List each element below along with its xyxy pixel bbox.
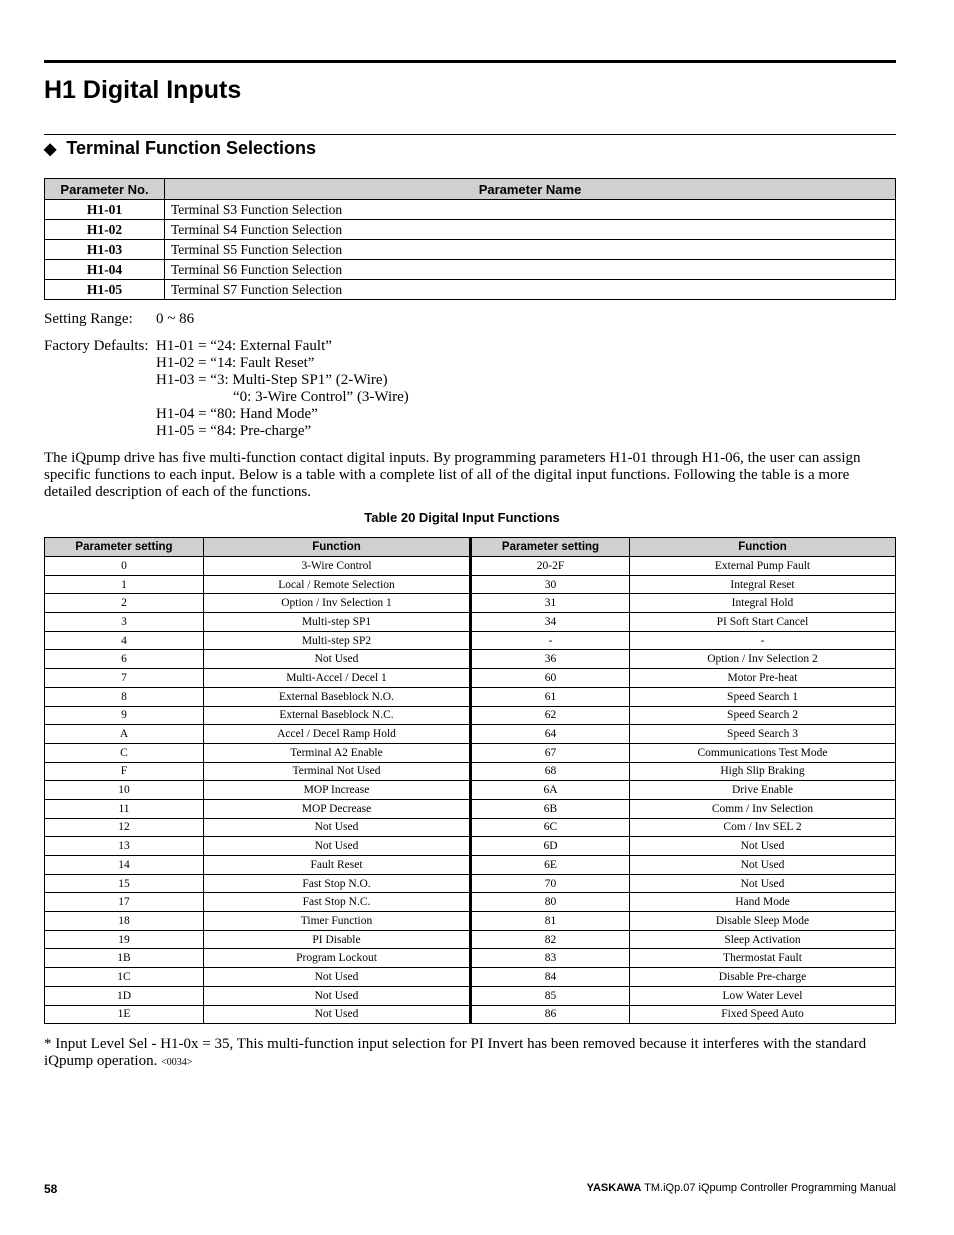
parameter-setting: 36 (471, 650, 630, 669)
function: Speed Search 1 (630, 687, 896, 706)
header-parameter-name: Parameter Name (165, 179, 896, 200)
parameter-setting: 4 (45, 631, 204, 650)
parameter-setting: 85 (471, 986, 630, 1005)
parameter-setting: 68 (471, 762, 630, 781)
parameter-setting: 6A (471, 781, 630, 800)
table-row (45, 949, 896, 968)
parameter-name: Terminal S6 Function Selection (165, 260, 896, 280)
function: Accel / Decel Ramp Hold (204, 725, 471, 744)
function: Multi-step SP1 (204, 613, 471, 632)
parameter-name: Terminal S5 Function Selection (165, 240, 896, 260)
parameter-setting: 31 (471, 594, 630, 613)
parameter-setting: 1 (45, 575, 204, 594)
parameter-setting: 7 (45, 669, 204, 688)
function: Local / Remote Selection (204, 575, 471, 594)
parameter-setting: 13 (45, 837, 204, 856)
function: Timer Function (204, 912, 471, 931)
function: Not Used (204, 1005, 471, 1024)
function: External Baseblock N.O. (204, 687, 471, 706)
function: Not Used (204, 837, 471, 856)
parameter-setting: A (45, 725, 204, 744)
function: Speed Search 2 (630, 706, 896, 725)
parameter-setting: 12 (45, 818, 204, 837)
parameter-setting: 0 (45, 557, 204, 576)
parameter-setting: 1E (45, 1005, 204, 1024)
table-row (45, 968, 896, 987)
table-row (45, 669, 896, 688)
function: Not Used (630, 856, 896, 875)
header-function-1: Function (204, 538, 471, 557)
function: MOP Decrease (204, 799, 471, 818)
function: Integral Reset (630, 575, 896, 594)
parameter-setting: 17 (45, 893, 204, 912)
table-row (45, 706, 896, 725)
parameter-setting: 19 (45, 930, 204, 949)
parameter-setting: 81 (471, 912, 630, 931)
parameter-setting: 34 (471, 613, 630, 632)
table-row (45, 650, 896, 669)
function: Integral Hold (630, 594, 896, 613)
parameter-setting: 1B (45, 949, 204, 968)
function: Sleep Activation (630, 930, 896, 949)
function: Disable Sleep Mode (630, 912, 896, 931)
function: Comm / Inv Selection (630, 799, 896, 818)
page-number: 58 (44, 1182, 58, 1196)
header-setting-1: Parameter setting (45, 538, 204, 557)
table-row (45, 1005, 896, 1024)
function: Not Used (204, 650, 471, 669)
table-row (45, 893, 896, 912)
parameter-setting: 6 (45, 650, 204, 669)
parameter-no: H1-02 (45, 220, 165, 240)
table-row (45, 220, 896, 240)
function: External Baseblock N.C. (204, 706, 471, 725)
function: Not Used (204, 968, 471, 987)
function: Com / Inv SEL 2 (630, 818, 896, 837)
table-row (45, 280, 896, 300)
function: Motor Pre-heat (630, 669, 896, 688)
function: Terminal Not Used (204, 762, 471, 781)
diamond-icon: ◆ (44, 141, 57, 158)
parameter-setting: 70 (471, 874, 630, 893)
parameter-setting: 30 (471, 575, 630, 594)
function: - (630, 631, 896, 650)
parameter-setting: 61 (471, 687, 630, 706)
footnote: * Input Level Sel - H1-0x = 35, This multi-function input selection for PI Invert has been removed because it interferes with the standard iQpump operation. <0034> (44, 1036, 867, 1069)
function: Drive Enable (630, 781, 896, 800)
parameter-setting: 6D (471, 837, 630, 856)
function: Multi-Accel / Decel 1 (204, 669, 471, 688)
parameter-setting: 60 (471, 669, 630, 688)
function: Thermostat Fault (630, 949, 896, 968)
parameter-setting: 62 (471, 706, 630, 725)
function: Disable Pre-charge (630, 968, 896, 987)
parameter-setting: 1D (45, 986, 204, 1005)
function: Not Used (204, 818, 471, 837)
parameter-setting: 14 (45, 856, 204, 875)
parameter-setting: 3 (45, 613, 204, 632)
parameter-no: H1-05 (45, 280, 165, 300)
parameter-setting: 8 (45, 687, 204, 706)
table-row (45, 631, 896, 650)
header-parameter-no: Parameter No. (45, 179, 165, 200)
table-row (45, 557, 896, 576)
function: Multi-step SP2 (204, 631, 471, 650)
parameter-name: Terminal S3 Function Selection (165, 200, 896, 220)
factory-defaults-label: Factory Defaults: (44, 338, 149, 354)
table-row (45, 743, 896, 762)
function: Communications Test Mode (630, 743, 896, 762)
parameter-setting: 18 (45, 912, 204, 931)
function: External Pump Fault (630, 557, 896, 576)
parameter-setting: 80 (471, 893, 630, 912)
header-function-2: Function (630, 538, 896, 557)
table-row (45, 687, 896, 706)
function: Fast Stop N.C. (204, 893, 471, 912)
function: Not Used (204, 986, 471, 1005)
function: High Slip Braking (630, 762, 896, 781)
function: PI Soft Start Cancel (630, 613, 896, 632)
parameter-setting: 2 (45, 594, 204, 613)
table-row (45, 986, 896, 1005)
parameter-no: H1-03 (45, 240, 165, 260)
function: Option / Inv Selection 1 (204, 594, 471, 613)
table-row (45, 818, 896, 837)
parameter-setting: 82 (471, 930, 630, 949)
table-row (45, 575, 896, 594)
parameter-setting: C (45, 743, 204, 762)
table-row (45, 613, 896, 632)
function: PI Disable (204, 930, 471, 949)
table-row (45, 930, 896, 949)
parameter-setting: F (45, 762, 204, 781)
footer-manual: YASKAWA TM.iQp.07 iQpump Controller Programming Manual (586, 1182, 896, 1194)
section-heading: ◆ Terminal Function Selections (44, 138, 317, 158)
parameter-name: Terminal S7 Function Selection (165, 280, 896, 300)
digital-input-functions-table (44, 537, 896, 1024)
table-caption: Table 20 Digital Input Functions (364, 510, 560, 525)
section-rule (44, 134, 896, 135)
function: Program Lockout (204, 949, 471, 968)
parameter-setting: 83 (471, 949, 630, 968)
table-row (45, 781, 896, 800)
function: 3-Wire Control (204, 557, 471, 576)
parameter-setting: - (471, 631, 630, 650)
setting-range: Setting Range: 0 ~ 86 (44, 311, 195, 327)
parameter-no: H1-04 (45, 260, 165, 280)
function: Fault Reset (204, 856, 471, 875)
table-row (45, 912, 896, 931)
function: Not Used (630, 874, 896, 893)
function: Terminal A2 Enable (204, 743, 471, 762)
table-row (45, 856, 896, 875)
table-row (45, 725, 896, 744)
page-title: H1 Digital Inputs (44, 76, 242, 104)
table-row (45, 874, 896, 893)
parameter-setting: 67 (471, 743, 630, 762)
parameter-setting: 1C (45, 968, 204, 987)
parameter-setting: 9 (45, 706, 204, 725)
parameter-setting: 64 (471, 725, 630, 744)
parameter-setting: 86 (471, 1005, 630, 1024)
factory-defaults: H1-01 = “24: External Fault” H1-02 = “14: Fault Reset” H1-03 = “3: Multi-Step SP1” (2-Wire) “0: 3-Wire Control” (3-Wire) H1-04 = “80: Hand Mode” H1-05 = “84: Pre-charge” (156, 338, 409, 439)
function: MOP Increase (204, 781, 471, 800)
table-row (45, 762, 896, 781)
function: Hand Mode (630, 893, 896, 912)
parameter-setting: 6E (471, 856, 630, 875)
intro-paragraph: The iQpump drive has five multi-function contact digital inputs. By programming parameters H1-01 through H1-06, the user can assign specific functions to each input. Below is a table with a complete list of all of the digital input functions. Following the table is a more detailed description of each of the functions. (44, 450, 861, 500)
parameter-setting: 11 (45, 799, 204, 818)
parameter-no: H1-01 (45, 200, 165, 220)
function: Speed Search 3 (630, 725, 896, 744)
table-row (45, 240, 896, 260)
function: Low Water Level (630, 986, 896, 1005)
function: Fixed Speed Auto (630, 1005, 896, 1024)
top-rule (44, 60, 896, 63)
table-row (45, 837, 896, 856)
parameter-table (44, 178, 896, 300)
table-row (45, 799, 896, 818)
parameter-setting: 6B (471, 799, 630, 818)
function: Not Used (630, 837, 896, 856)
function: Fast Stop N.O. (204, 874, 471, 893)
function: Option / Inv Selection 2 (630, 650, 896, 669)
header-setting-2: Parameter setting (471, 538, 630, 557)
parameter-setting: 15 (45, 874, 204, 893)
parameter-setting: 84 (471, 968, 630, 987)
parameter-setting: 10 (45, 781, 204, 800)
table-row (45, 594, 896, 613)
parameter-name: Terminal S4 Function Selection (165, 220, 896, 240)
parameter-setting: 6C (471, 818, 630, 837)
table-row (45, 200, 896, 220)
table-row (45, 260, 896, 280)
parameter-setting: 20-2F (471, 557, 630, 576)
